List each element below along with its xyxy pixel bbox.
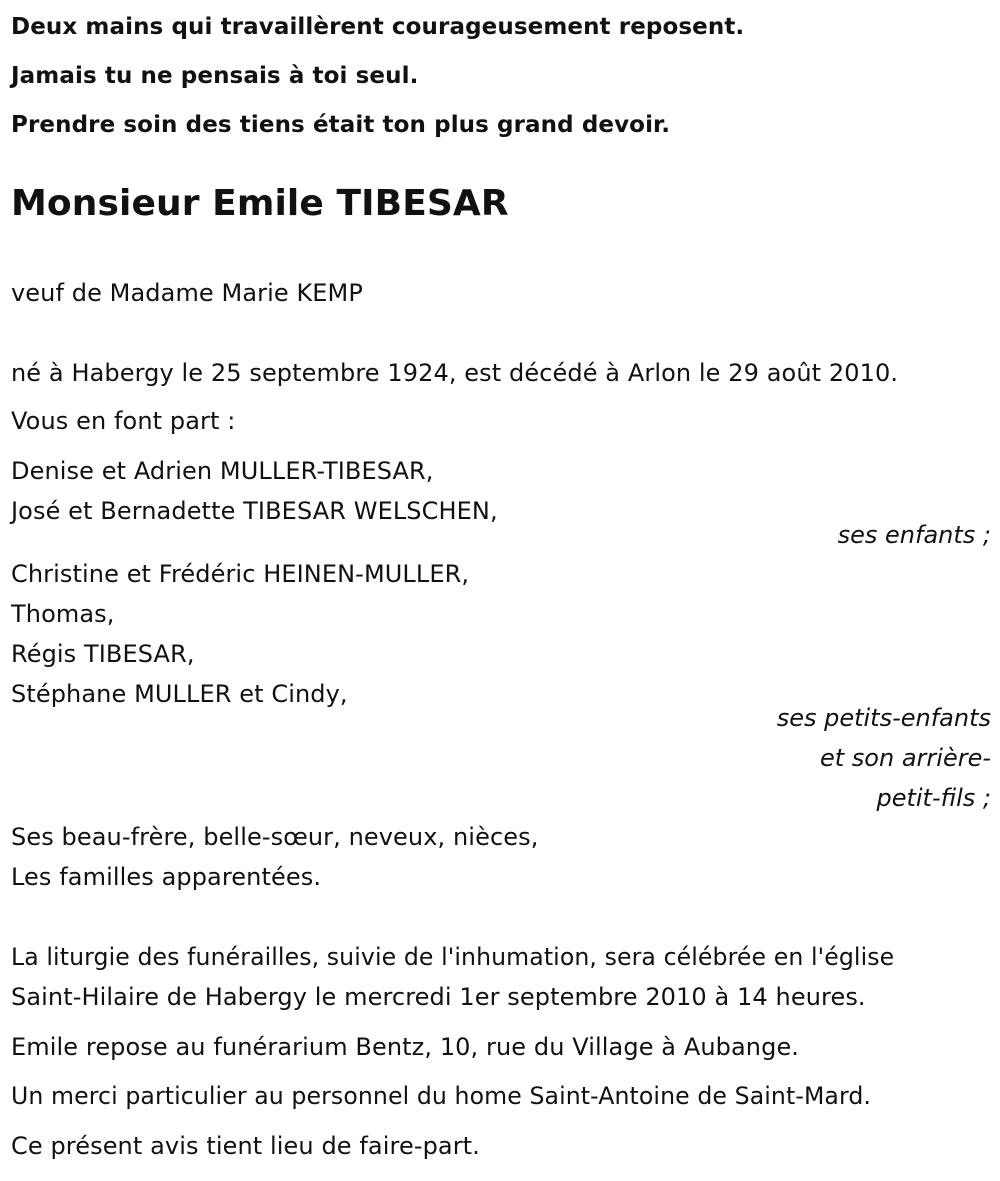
poem-line-2: Jamais tu ne pensais à toi seul. — [11, 63, 419, 89]
widow-of: veuf de Madame Marie KEMP — [11, 279, 363, 307]
grandchild-3: Régis TIBESAR, — [11, 640, 195, 668]
thanks: Un merci particulier au personnel du home Saint-Antoine de Saint-Mard. — [11, 1082, 872, 1110]
others-line-2: Les familles apparentées. — [11, 863, 322, 891]
poem-line-3: Prendre soin des tiens était ton plus grand devoir. — [11, 112, 671, 138]
liturgy-line-1: La liturgie des funérailles, suivie de l'inhumation, sera célébrée en l'église — [11, 943, 895, 971]
deceased-name: Monsieur Emile TIBESAR — [11, 183, 509, 224]
announcement-intro: Vous en font part : — [11, 407, 236, 435]
child-2: José et Bernadette TIBESAR WELSCHEN, — [11, 497, 498, 525]
liturgy-line-2: Saint-Hilaire de Habergy le mercredi 1er septembre 2010 à 14 heures. — [11, 983, 866, 1011]
rests-at: Emile repose au funérarium Bentz, 10, rue du Village à Aubange. — [11, 1033, 800, 1061]
others-line-1: Ses beau-frère, belle-sœur, neveux, nièces, — [11, 823, 539, 851]
grandchildren-label-3: petit-fils ; — [876, 784, 991, 812]
children-label: ses enfants ; — [837, 521, 991, 549]
poem-line-1: Deux mains qui travaillèrent courageusement reposent. — [11, 14, 745, 40]
grandchildren-label-2: et son arrière- — [820, 744, 991, 772]
grandchild-2: Thomas, — [11, 600, 115, 628]
grandchildren-label-1: ses petits-enfants — [776, 704, 991, 732]
grandchild-1: Christine et Frédéric HEINEN-MULLER, — [11, 560, 470, 588]
grandchild-4: Stéphane MULLER et Cindy, — [11, 680, 348, 708]
notice: Ce présent avis tient lieu de faire-part. — [11, 1132, 480, 1160]
birth-death: né à Habergy le 25 septembre 1924, est décédé à Arlon le 29 août 2010. — [11, 359, 899, 387]
child-1: Denise et Adrien MULLER-TIBESAR, — [11, 457, 434, 485]
